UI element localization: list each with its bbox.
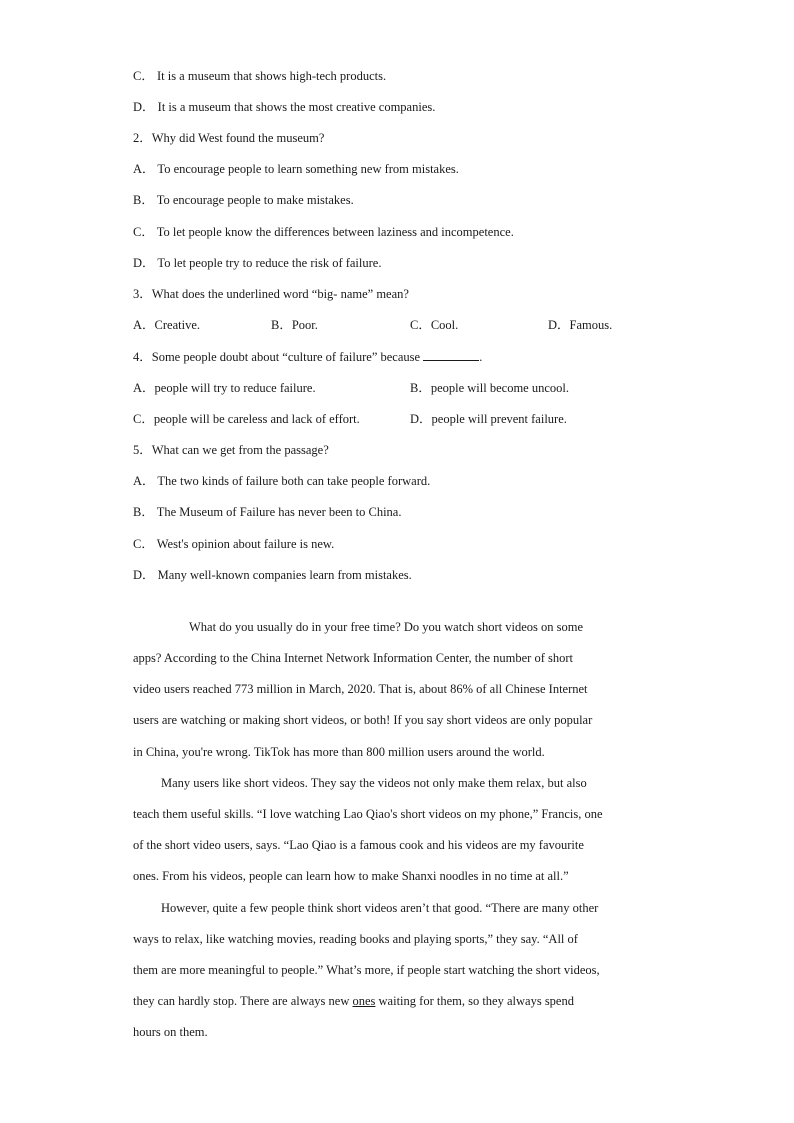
q2-stem: 2．Why did West found the museum? bbox=[133, 131, 325, 145]
passage-p2-line: ones. From his videos, people can learn how to make Shanxi noodles in no time at all.” bbox=[133, 869, 569, 883]
q5-option-c: C． West's opinion about failure is new. bbox=[133, 537, 335, 551]
q5-option-b: B． The Museum of Failure has never been to China. bbox=[133, 505, 402, 519]
q3-option-c: C．Cool. bbox=[410, 318, 459, 332]
passage-p2-line: of the short video users, says. “Lao Qiao is a famous cook and his videos are my favourite bbox=[133, 838, 584, 852]
q4-stem-end: . bbox=[479, 350, 483, 364]
q2-option-b: B． To encourage people to make mistakes. bbox=[133, 193, 354, 207]
q5-stem: 5．What can we get from the passage? bbox=[133, 443, 329, 457]
passage-p3-line bbox=[133, 993, 574, 1009]
passage-p2-line: teach them useful skills. “I love watching Lao Qiao's short videos on my phone,” Francis, one bbox=[133, 807, 603, 821]
q5-option-d: D． Many well-known companies learn from mistakes. bbox=[133, 568, 412, 582]
q3-option-d: D．Famous. bbox=[548, 318, 613, 332]
passage-text: they can hardly stop. There are always new bbox=[133, 994, 353, 1008]
q4-option-c: C．people will be careless and lack of effort. bbox=[133, 412, 360, 426]
q4-stem-text: 4．Some people doubt about “culture of failure” because bbox=[133, 350, 424, 364]
q3-stem: 3．What does the underlined word “big- name” mean? bbox=[133, 287, 409, 301]
passage-p1-line: in China, you're wrong. TikTok has more than 800 million users around the world. bbox=[133, 745, 545, 759]
q3-option-b: B．Poor. bbox=[271, 318, 318, 332]
passage-p3-line: However, quite a few people think short videos aren’t that good. “There are many other bbox=[161, 901, 599, 915]
q4-option-b: B．people will become uncool. bbox=[410, 381, 569, 395]
q2-option-a: A． To encourage people to learn something new from mistakes. bbox=[133, 162, 459, 176]
passage-p1-line: What do you usually do in your free time? Do you watch short videos on some bbox=[189, 620, 584, 634]
q2-option-d: D． To let people try to reduce the risk of failure. bbox=[133, 256, 382, 270]
passage-text: waiting for them, so they always spend bbox=[375, 994, 574, 1008]
q1-option-c: C． It is a museum that shows high-tech products. bbox=[133, 69, 387, 83]
passage-p2-line: Many users like short videos. They say the videos not only make them relax, but also bbox=[161, 776, 587, 790]
q4-option-a: A．people will try to reduce failure. bbox=[133, 381, 316, 395]
underlined-word: ones bbox=[352, 994, 376, 1008]
passage-p3-line: them are more meaningful to people.” What’s more, if people start watching the short videos, bbox=[133, 963, 600, 977]
q1-option-d: D． It is a museum that shows the most creative companies. bbox=[133, 100, 436, 114]
q4-stem bbox=[133, 348, 482, 365]
passage-p1-line: users are watching or making short videos, or both! If you say short videos are only popular bbox=[133, 713, 593, 727]
q2-option-c: C． To let people know the differences between laziness and incompetence. bbox=[133, 225, 514, 239]
q4-answer-blank bbox=[423, 348, 479, 361]
q5-option-a: A． The two kinds of failure both can take people forward. bbox=[133, 474, 431, 488]
q4-option-d: D．people will prevent failure. bbox=[410, 412, 567, 426]
passage-p3-line: hours on them. bbox=[133, 1025, 208, 1039]
q3-option-a: A．Creative. bbox=[133, 318, 200, 332]
passage-p1-line: apps? According to the China Internet Network Information Center, the number of short bbox=[133, 651, 574, 665]
passage-p3-line: ways to relax, like watching movies, reading books and playing sports,” they say. “All of bbox=[133, 932, 578, 946]
passage-p1-line: video users reached 773 million in March, 2020. That is, about 86% of all Chinese Internet bbox=[133, 682, 588, 696]
